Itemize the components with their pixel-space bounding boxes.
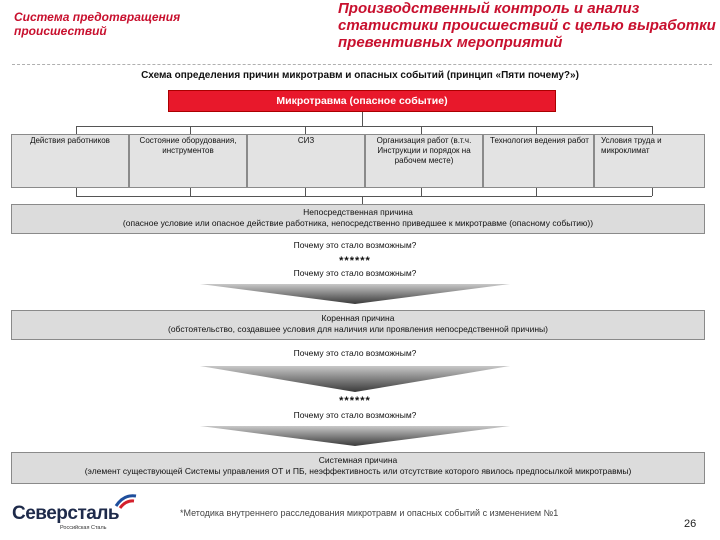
why-question: Почему это стало возможным? (293, 268, 417, 278)
category-work-technology: Технология ведения работ (483, 134, 594, 188)
immediate-cause-title: Непосредственная причина (303, 207, 413, 217)
immediate-cause-box (11, 204, 705, 234)
connector-up (190, 188, 191, 196)
why-stars: ****** (339, 395, 371, 407)
connector-horizontal (76, 126, 652, 127)
category-equipment-state: Состояние оборудования, инструментов (129, 134, 247, 188)
category-work-organization: Организация работ (в.т.ч. Инструкции и порядок на рабочем месте) (365, 134, 483, 188)
connector-vertical (362, 112, 363, 126)
root-cause-title: Коренная причина (321, 313, 395, 323)
root-cause-desc: (обстоятельство, создавшее условия для наличия или проявления непосредственной причины) (168, 324, 548, 334)
logo-name: Северсталь (12, 503, 120, 524)
connector-drop (536, 126, 537, 134)
why-question: Почему это стало возможным? (293, 240, 417, 250)
system-title: Система предотвращения происшествий (14, 10, 181, 38)
microtrauma-event-box: Микротравма (опасное событие) (168, 90, 556, 112)
connector-drop (190, 126, 191, 134)
connector-up (421, 188, 422, 196)
why-stars: ****** (339, 255, 371, 267)
immediate-cause-desc: (опасное условие или опасное действие работника, непосредственно приведшее к микротравме (опасному событию)) (122, 218, 594, 228)
why-question: Почему это стало возможным? (293, 410, 417, 420)
connector-horizontal-bottom (76, 196, 652, 197)
connector-up (305, 188, 306, 196)
system-cause-title: Системная причина (318, 455, 398, 465)
slide-title: Производственный контроль и анализ статистики происшествий с целью выработки превентивных мероприятий (338, 0, 716, 51)
page-number: 26 (684, 518, 697, 530)
footnote: *Методика внутреннего расследования микротравм и опасных событий с изменением №1 (180, 508, 559, 518)
connector-up (536, 188, 537, 196)
root-cause-box (11, 310, 705, 340)
connector-up (652, 188, 653, 196)
connector-drop (305, 126, 306, 134)
connector-drop (652, 126, 653, 134)
down-arrow-icon (200, 426, 510, 446)
connector-drop (421, 126, 422, 134)
connector-drop (76, 126, 77, 134)
header-divider (12, 64, 712, 65)
logo-subtitle: Российская Сталь (60, 525, 107, 531)
connector-vertical (362, 196, 363, 204)
connector-up (76, 188, 77, 196)
category-ppe: СИЗ (247, 134, 365, 188)
down-arrow-icon (200, 366, 510, 392)
category-working-conditions: Условия труда и микроклимат (594, 134, 705, 188)
system-cause-box (11, 452, 705, 484)
system-cause-desc: (элемент существующей Системы управления ОТ и ПБ, неэффективность или отсутствие которого явилось предпосылкой микротравмы) (84, 466, 632, 476)
down-arrow-icon (200, 284, 510, 304)
scheme-title: Схема определения причин микротравм и опасных событий (принцип «Пяти почему?») (141, 70, 579, 81)
category-worker-actions: Действия работников (11, 134, 129, 188)
why-question: Почему это стало возможным? (293, 348, 417, 358)
